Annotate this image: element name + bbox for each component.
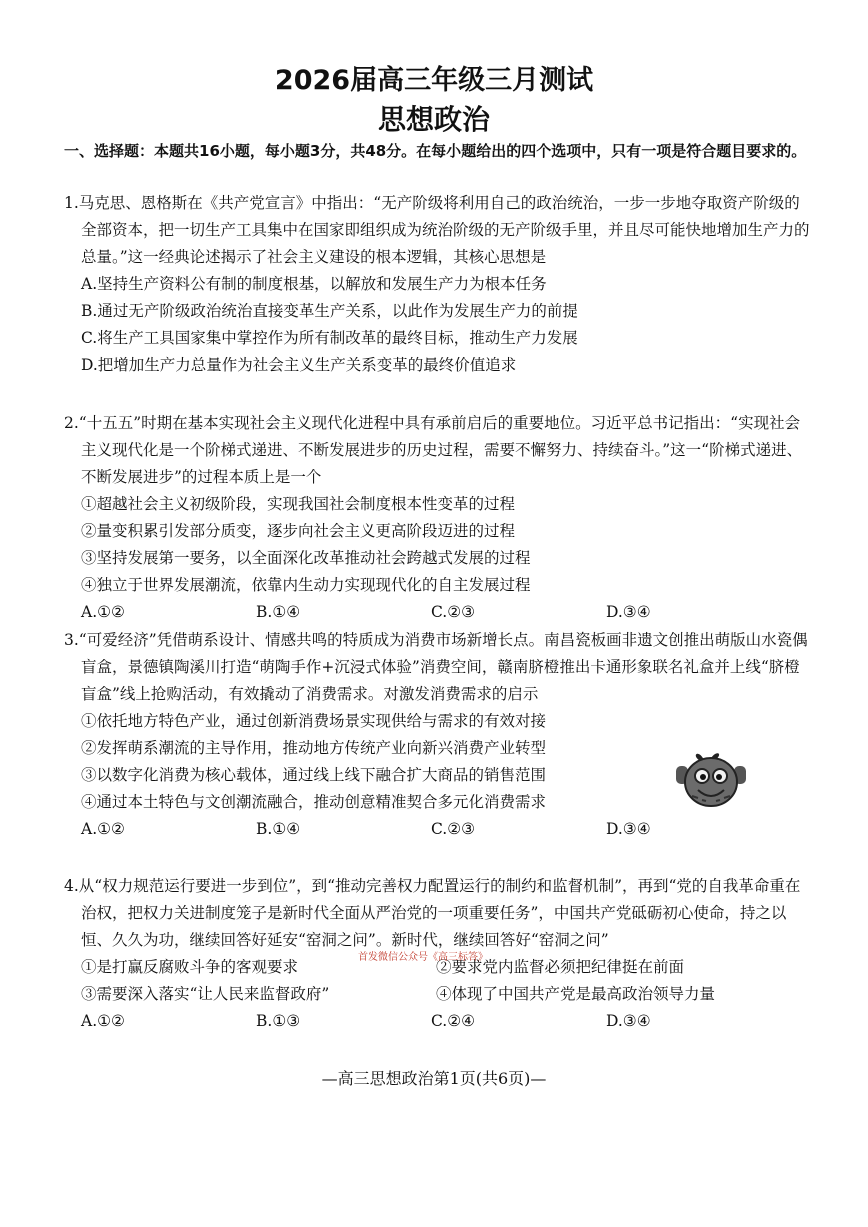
answer-choices [64,816,814,843]
choice-c: C.②③ [431,603,476,621]
section-heading: 一、选择题：本题共16小题，每小题3分，共48分。在每小题给出的四个选项中，只有一项是符合题目要求的。 [64,142,807,160]
option-d: D.把增加生产力总量作为社会主义生产关系变革的最终价值追求 [81,356,517,374]
page-footer: —高三思想政治第1页(共6页)— [321,1069,547,1088]
statement-2: ②量变积累引发部分质变，逐步向社会主义更高阶段迈进的过程 [81,522,516,540]
question-1 [64,190,814,379]
statement-4: ④体现了中国共产党是最高政治领导力量 [436,985,716,1003]
statement-1: ①依托地方特色产业，通过创新消费场景实现供给与需求的有效对接 [81,712,547,730]
answer-choices [64,599,814,626]
choice-c: C.②③ [431,820,476,838]
choice-a: A.①② [81,820,125,838]
statement-1: ①是打赢反腐败斗争的客观要求 [81,958,299,976]
question-stem: 2.“十五五”时期在基本实现社会主义现代化进程中具有承前启后的重要地位。习近平总书记指出：“实现社会主义现代化是一个阶梯式递进、不断发展进步的历史过程，需要不懈努力、持续奋斗。”这一“阶梯式递进、不断发展进步”的过程本质上是一个 [64,414,803,486]
statement-row-2 [64,981,814,1008]
choice-d: D.③④ [606,1012,651,1030]
choice-a: A.①② [81,603,125,621]
statement-4: ④独立于世界发展潮流，依靠内生动力实现现代化的自主发展过程 [81,576,531,594]
subject-title: 思想政治 [377,103,490,136]
option-b: B.通过无产阶级政治统治直接变革生产关系，以此作为发展生产力的前提 [81,302,578,320]
cartoon-ceramic-figure-icon [668,746,754,812]
option-c: C.将生产工具国家集中掌控作为所有制改革的最终目标，推动生产力发展 [81,329,578,347]
watermark: 首发微信公众号《高三标答》 [358,952,488,963]
question-stem: 1.马克思、恩格斯在《共产党宣言》中指出：“无产阶级将利用自己的政治统治，一步一步地夺取资产阶级的全部资本，把一切生产工具集中在国家即组织成为统治阶级的无产阶级手里，并且尽可能快地增加生产力的总量。”这一经典论述揭示了社会主义建设的根本逻辑，其核心思想是 [64,194,810,266]
statement-2: ②发挥萌系潮流的主导作用，推动地方传统产业向新兴消费产业转型 [81,739,547,757]
statement-3: ③以数字化消费为核心载体，通过线上线下融合扩大商品的销售范围 [81,766,547,784]
choice-c: C.②④ [431,1012,476,1030]
option-a: A.坚持生产资料公有制的制度根基，以解放和发展生产力为根本任务 [81,275,547,293]
question-stem: 3.“可爱经济”凭借萌系设计、情感共鸣的特质成为消费市场新增长点。南昌瓷板画非遗文创推出萌版山水瓷偶盲盒，景德镇陶溪川打造“萌陶手作+沉浸式体验”消费空间，赣南脐橙推出卡通形象联名礼盒并上线“脐橙盲盒”线上抢购活动，有效撬动了消费需求。对激发消费需求的启示 [64,631,808,703]
choice-d: D.③④ [606,820,651,838]
statement-1: ①超越社会主义初级阶段，实现我国社会制度根本性变革的过程 [81,495,516,513]
choice-a: A.①② [81,1012,125,1030]
choice-b: B.①④ [256,603,301,621]
question-stem: 4.从“权力规范运行要进一步到位”，到“推动完善权力配置运行的制约和监督机制”，再到“党的自我革命重在治权，把权力关进制度笼子是新时代全面从严治党的一项重要任务”，中国共产党砥砺初心使命，持之以恒、久久为功，继续回答好延安“窑洞之问”。新时代，继续回答好“窑洞之问” [64,877,801,949]
question-2 [64,410,814,626]
statement-4: ④通过本土特色与文创潮流融合，推动创意精准契合多元化消费需求 [81,793,547,811]
statement-3: ③需要深入落实“让人民来监督政府” [81,985,330,1003]
choice-b: B.①④ [256,820,301,838]
choice-b: B.①③ [256,1012,301,1030]
statement-2: ②要求党内监督必须把纪律挺在前面 [436,958,685,976]
answer-choices [64,1008,814,1035]
statement-3: ③坚持发展第一要务，以全面深化改革推动社会跨越式发展的过程 [81,549,531,567]
choice-d: D.③④ [606,603,651,621]
exam-title: 2026届高三年级三月测试 [274,65,594,96]
